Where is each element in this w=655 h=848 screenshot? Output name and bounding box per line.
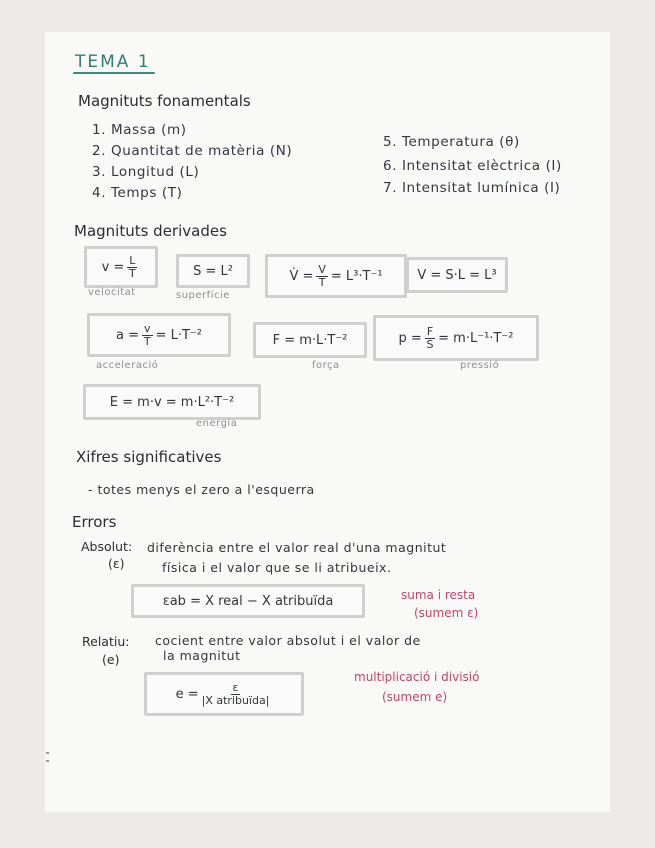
relative-error-formula-box [144,672,304,716]
acceleration-formula-box [87,313,231,357]
relative-error-lhs: e = [175,686,199,702]
list-item: 2. Quantitat de matèria (N) [92,143,293,159]
sigfig-heading: Xifres significatives [76,448,222,466]
relative-error-denominator: |X atribuïda| [201,693,270,707]
derived-heading: Magnituts derivades [74,222,227,240]
volumetric-flow-formula-box [265,254,407,298]
force-formula-box [253,322,367,358]
list-item: 7. Intensitat lumínica (I) [383,180,561,196]
page-title: TEMA 1 [75,52,151,72]
surface-formula: S = L² [193,263,233,279]
absolute-error-definition-line2: física i el valor que se li atribueix. [162,560,392,575]
title-underline [73,72,155,74]
relative-error-note-line2: (sumem e) [382,690,448,704]
absolute-error-formula: εab = X real − X atribuïda [162,593,334,609]
energy-formula-box [83,384,261,420]
margin-tick [46,752,49,754]
volume-formula-box [406,257,508,293]
list-item: 3. Longitud (L) [92,164,200,180]
volume-formula: V = S·L = L³ [417,267,497,283]
list-item: 1. Massa (m) [92,122,187,138]
acceleration-rhs: = L·T⁻² [155,327,202,343]
surface-formula-box [176,254,250,288]
pressure-lhs: p = [398,330,422,346]
errors-heading: Errors [72,513,117,531]
relative-error-symbol: (e) [102,652,120,667]
velocity-caption: velocitat [88,287,136,298]
absolute-error-note-line2: (sumem ε) [414,606,479,620]
list-item: 6. Intensitat elèctrica (I) [383,158,562,174]
acceleration-lhs: a = [116,327,140,343]
velocity-lhs: v = [101,259,125,275]
relative-error-numerator: ε [232,680,239,694]
list-item: 5. Temperatura (θ) [383,134,520,150]
absolute-error-formula-box [131,584,365,618]
relative-error-definition-line1: cocient entre valor absolut i el valor de [155,633,421,648]
velocity-denominator: T [128,266,136,280]
acceleration-caption: acceleració [96,360,159,371]
absolute-error-definition-line1: diferència entre el valor real d'una magnitut [147,540,447,555]
margin-tick [46,760,49,762]
sigfig-rule: - totes menys el zero a l'esquerra [88,482,315,497]
energy-caption: energia [196,418,238,429]
relative-error-label: Relatiu: [82,634,130,649]
acceleration-denominator: T [143,334,151,348]
pressure-numerator: F [426,324,434,338]
velocity-numerator: L [129,253,136,267]
fundamental-heading: Magnituts fonamentals [78,92,251,110]
volumetric-rhs: = L³·T⁻¹ [330,268,383,284]
volumetric-denominator: T [318,275,326,289]
absolute-error-note-line1: suma i resta [401,588,476,602]
pressure-rhs: = m·L⁻¹·T⁻² [438,330,514,346]
acceleration-numerator: v [144,321,151,335]
absolute-error-label: Absolut: [81,539,133,554]
velocity-formula-box [84,246,158,288]
volumetric-lhs: V̇ = [289,268,314,284]
volumetric-numerator: V [318,262,326,276]
absolute-error-symbol: (ε) [108,556,125,571]
relative-error-note-line1: multiplicació i divisió [354,670,480,684]
energy-formula: E = m·v = m·L²·T⁻² [109,394,235,410]
force-formula: F = m·L·T⁻² [272,332,348,348]
pressure-denominator: S [426,337,434,351]
pressure-formula-box [373,315,539,361]
list-item: 4. Temps (T) [92,185,183,201]
surface-caption: superfície [176,290,230,301]
relative-error-definition-line2: la magnitut [163,648,241,663]
pressure-caption: pressió [460,360,500,371]
force-caption: força [312,360,340,371]
